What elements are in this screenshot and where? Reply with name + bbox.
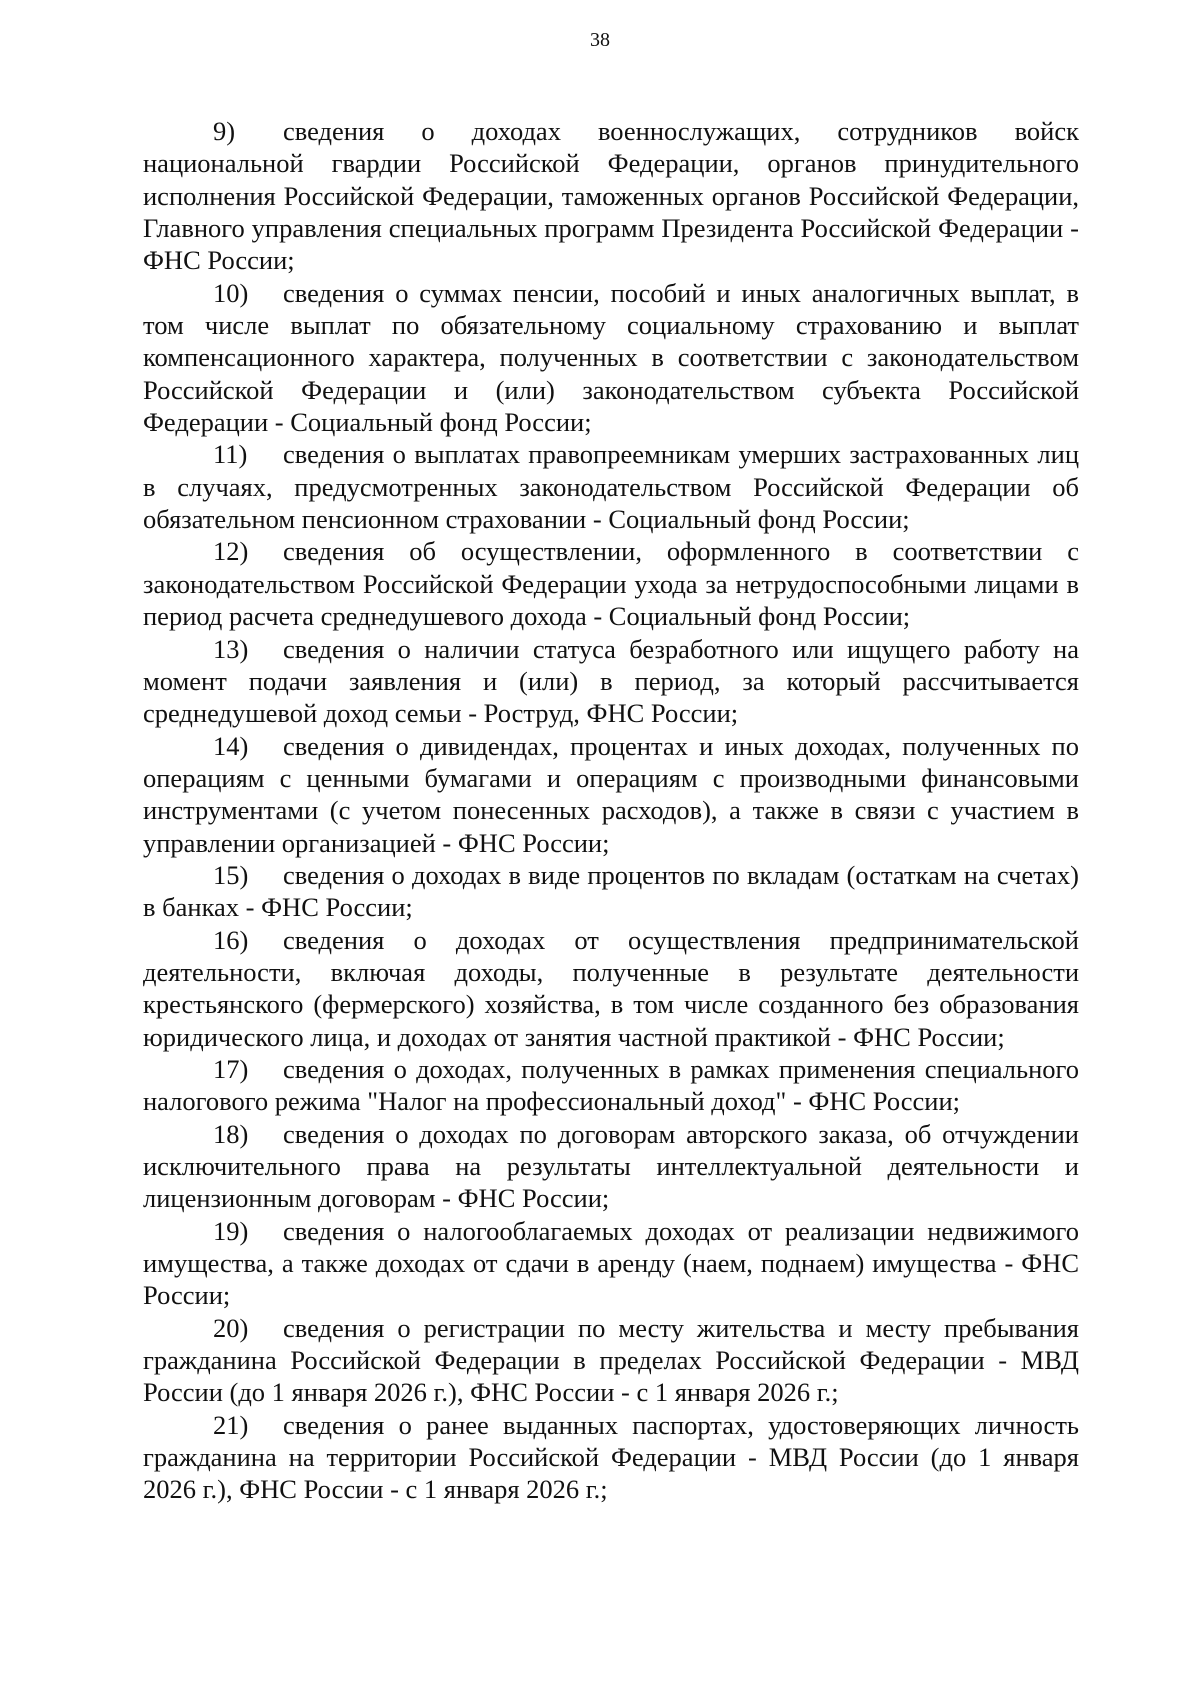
item-number: 17) xyxy=(213,1053,249,1084)
list-item-18 xyxy=(143,1118,1079,1215)
item-text: сведения о доходах в виде процентов по вкладам (остаткам на счетах) в банках - ФНС России; xyxy=(143,859,1079,923)
item-number: 20) xyxy=(213,1312,249,1343)
item-text: сведения о налогооблагаемых доходах от реализации недвижимого имущества, а также доходах от сдачи в аренду (наем, поднаем) имущества - ФНС России; xyxy=(143,1215,1079,1311)
item-number: 10) xyxy=(213,277,249,308)
document-body xyxy=(143,115,1079,1506)
item-text: сведения о доходах, полученных в рамках применения специального налогового режима "Налог на профессиональный доход" - ФНС России; xyxy=(143,1053,1079,1117)
list-item-16 xyxy=(143,924,1079,1053)
item-number: 18) xyxy=(213,1118,249,1149)
item-text: сведения о суммах пенсии, пособий и иных аналогичных выплат, в том числе выплат по обязательному социальному страхованию и выплат компенсационного характера, полученных в соответствии с законодательством Российской Федерации и (или) законодательством субъекта Российской Федерации - Социальный фонд России; xyxy=(143,277,1079,438)
list-item-14 xyxy=(143,730,1079,859)
item-number: 13) xyxy=(213,633,249,664)
list-item-9 xyxy=(143,115,1079,277)
item-number: 14) xyxy=(213,730,249,761)
item-text: сведения о дивидендах, процентах и иных доходах, полученных по операциям с ценными бумагами и операциям с производными финансовыми инструментами (с учетом понесенных расходов), а также в связи с участием в управлении организацией - ФНС России; xyxy=(143,730,1079,858)
item-number: 16) xyxy=(213,924,249,955)
list-item-13 xyxy=(143,633,1079,730)
item-text: сведения о доходах от осуществления предпринимательской деятельности, включая доходы, полученные в результате деятельности крестьянского (фермерского) хозяйства, в том числе созданного без образования юридического лица, и доходах от занятия частной практикой - ФНС России; xyxy=(143,924,1079,1052)
item-number: 19) xyxy=(213,1215,249,1246)
item-number: 9) xyxy=(213,116,236,146)
item-number: 21) xyxy=(213,1409,249,1440)
list-item-19 xyxy=(143,1215,1079,1312)
list-item-15 xyxy=(143,859,1079,924)
item-number: 11) xyxy=(213,439,248,470)
item-number: 15) xyxy=(213,859,249,890)
item-number: 12) xyxy=(213,536,249,567)
page-number: 38 xyxy=(590,29,610,51)
item-text: сведения о наличии статуса безработного или ищущего работу на момент подачи заявления и (или) в период, за который рассчитывается среднедушевой доход семьи - Роструд, ФНС России; xyxy=(143,633,1079,729)
list-item-11 xyxy=(143,438,1079,535)
list-item-21 xyxy=(143,1409,1079,1506)
item-text: сведения о ранее выданных паспортах, удостоверяющих личность гражданина на территории Российской Федерации - МВД России (до 1 января 2026 г.), ФНС России - с 1 января 2026 г.; xyxy=(143,1409,1079,1505)
item-text: сведения об осуществлении, оформленного в соответствии с законодательством Российской Федерации ухода за нетрудоспособными лицами в период расчета среднедушевого дохода - Социальный фонд России; xyxy=(143,536,1079,632)
list-item-10 xyxy=(143,277,1079,439)
item-text: сведения о доходах по договорам авторского заказа, об отчуждении исключительного права на результаты интеллектуальной деятельности и лицензионным договорам - ФНС России; xyxy=(143,1118,1079,1214)
list-item-12 xyxy=(143,535,1079,632)
item-text: сведения о доходах военнослужащих, сотрудников войск национальной гвардии Российской Федерации, органов принудительного исполнения Российской Федерации, таможенных органов Российской Федерации, Главного управления специальных программ Президента Российской Федерации - ФНС России; xyxy=(143,116,1079,276)
item-text: сведения о выплатах правопреемникам умерших застрахованных лиц в случаях, предусмотренных законодательством Российской Федерации об обязательном пенсионном страховании - Социальный фонд России; xyxy=(143,439,1079,535)
list-item-17 xyxy=(143,1053,1079,1118)
item-text: сведения о регистрации по месту жительства и месту пребывания гражданина Российской Федерации в пределах Российской Федерации - МВД России (до 1 января 2026 г.), ФНС России - с 1 января 2026 г.; xyxy=(143,1312,1079,1408)
list-item-20 xyxy=(143,1312,1079,1409)
